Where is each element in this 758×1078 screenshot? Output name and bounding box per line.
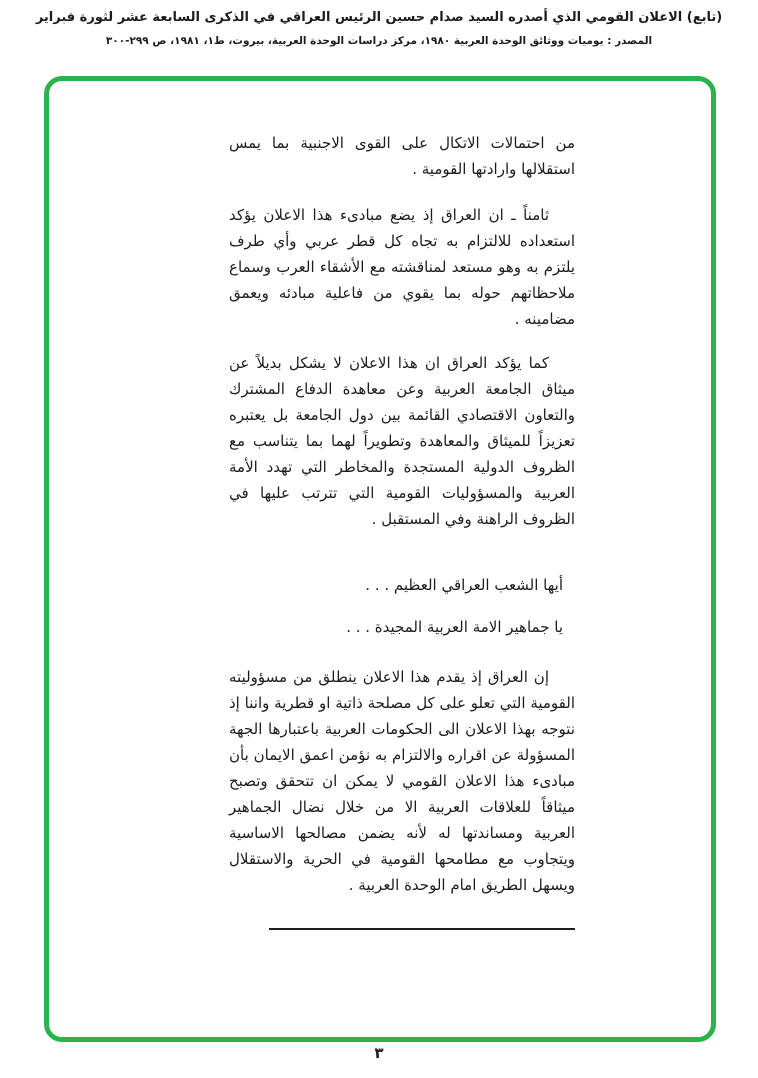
paragraph-continuation: من احتمالات الاتكال على القوى الاجنبية بما يمس استقلالها وارادتها القومية . xyxy=(229,134,575,178)
footer-divider xyxy=(269,928,575,930)
salutation-arab-nation: يا جماهير الامة العربية المجيدة . . . xyxy=(346,618,563,636)
paragraph-closing: إن العراق إذ يقدم هذا الاعلان ينطلق من مسؤوليته القومية التي تعلو على كل مصلحة ذاتية او قطرية واننا إذ نتوجه بهذا الاعلان الى الحكومات العربية باعتبارها الجهة المسؤولة عن اقراره والالتزام به نؤمن اعمق الايمان بأن مبادىء هذا الاعلان القومي لا يمكن ان تتحقق وتصبح ميثاقاً للعلاقات العربية الا من خلال نضال الجماهير العربية ومساندتها له لأنه يضمن مصالحها الاساسية ويتجاوب مع مطامحها القومية في الحرية والاستقلال ويسهل الطريق امام الوحدة العربية . xyxy=(229,668,575,894)
header-source-line: المصدر : يوميات ووثائق الوحدة العربية ١٩٨٠، مركز دراسات الوحدة العربية، بيروت، ط١، ١٩٨١، ص ٢٩٩-٣٠٠ xyxy=(105,35,653,47)
salutation-iraqi-people: أيها الشعب العراقي العظيم . . . xyxy=(365,576,563,594)
page-number: ٣ xyxy=(374,1044,384,1062)
page-header xyxy=(0,10,758,47)
paragraph-eighth-principle: ثامناً ـ ان العراق إذ يضع مبادىء هذا الاعلان يؤكد استعداده للالتزام به تجاه كل قطر عربي وأي طرف يلتزم به وهو مستعد لمناقشته مع الأشقاء العرب وسماع ملاحظاتهم حوله بما يقوي من فاعلية مبادئه ويعمق مضامينه . xyxy=(229,206,575,328)
document-body xyxy=(229,130,575,930)
header-title: (تابع) الاعلان القومي الذي أصدره السيد صدام حسين الرئيس العراقي في الذكرى السابعة عشر لثورة فبراير xyxy=(35,10,723,25)
paragraph-league-charter: كما يؤكد العراق ان هذا الاعلان لا يشكل بديلاً عن ميثاق الجامعة العربية وعن معاهدة الدفاع المشترك والتعاون الاقتصادي القائمة بين دول الجامعة بل يعتبره تعزيزاً للميثاق والمعاهدة وتطويراً لهما بما يتناسب مع الظروف الدولية المستجدة والمخاطر التي تهدد الأمة العربية والمسؤوليات القومية التي تترتب عليها في الظروف الراهنة وفي المستقبل . xyxy=(229,354,575,528)
